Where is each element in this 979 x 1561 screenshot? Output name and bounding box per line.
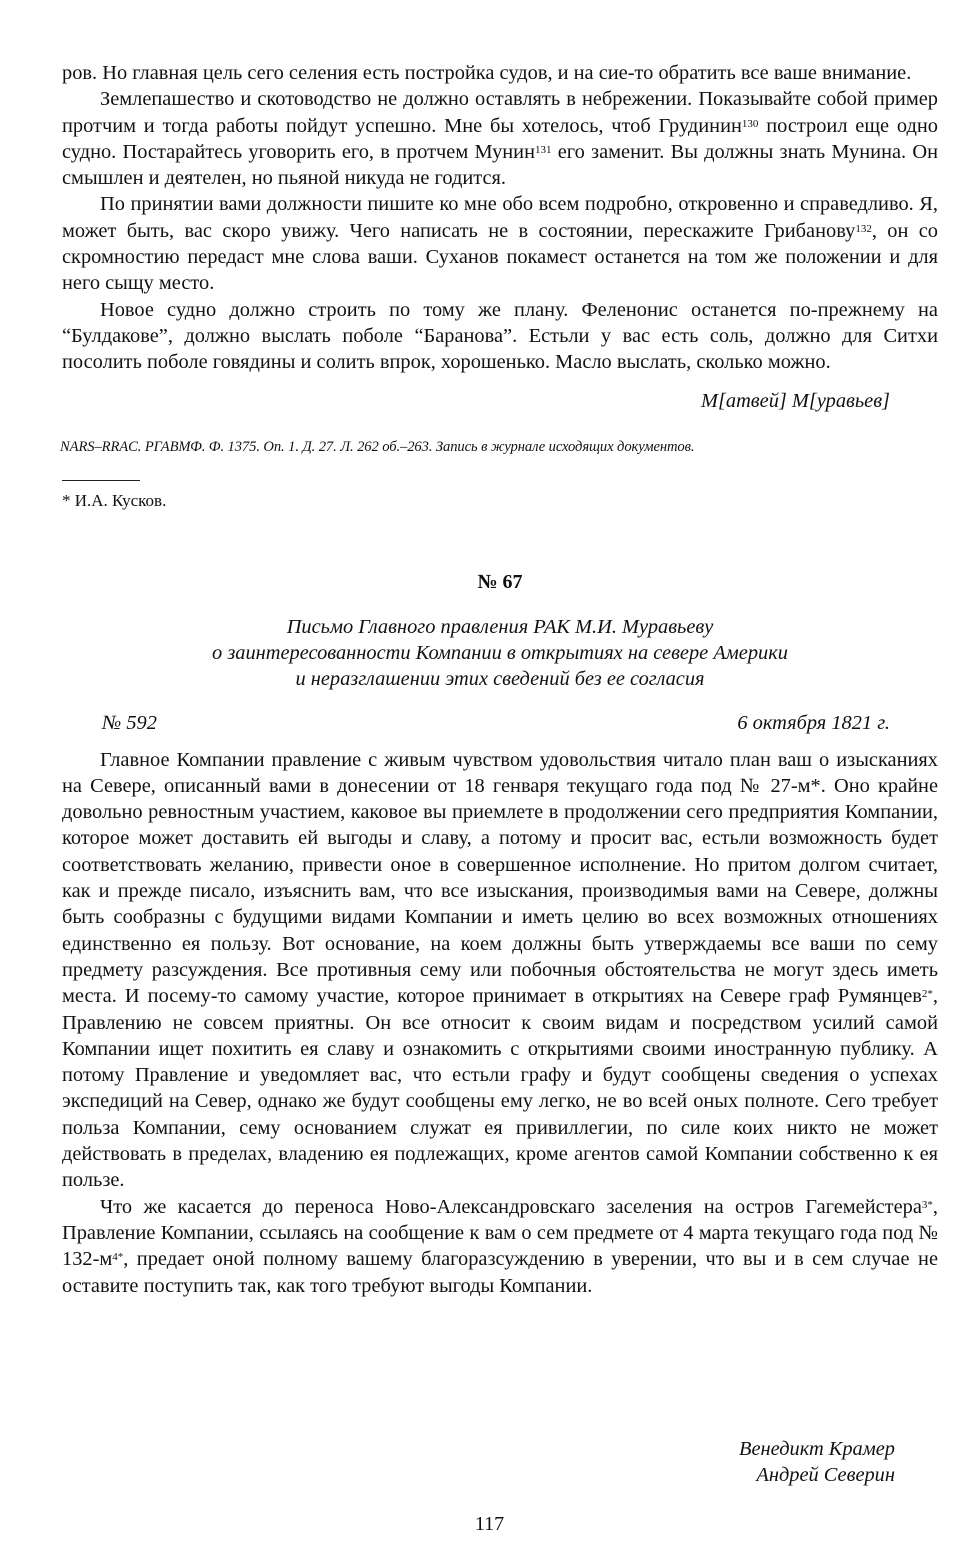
outgoing-number: № 592	[102, 711, 157, 734]
paragraph-doc-2: Что же касается до переноса Ново-Александровскаго заселения на остров Гагемейстера$^{3*}$, Правление Компании, ссылаясь на сообщение к вам о сем предмете от 4 марта текущаго года под № $132-м^{4*}$, предает оной полному вашему благоразсуждению в уверении, что вы и в сем случае не оставите поступить так, как того требуют выгоды Компании.	[62, 1195, 938, 1297]
paragraph-prev-2: Землепашество и скотоводство не должно оставлять в небрежении. Показывайте собой пример протчим и тогда работы пойдут успешно. Мне бы хотелось, чтоб Грудинин$^{130}$ построил еще одно судно. Постарайтесь уговорить его, в протчем Мунин$^{131}$ его заменит. Вы должны знать Мунина. Он смышлен и деятелен, но пьяной никуда не годится.	[62, 88, 938, 190]
footnote: * И.А. Кусков.	[62, 490, 167, 510]
paragraph-prev-4: Новое судно должно строить по тому же плану. Феленонис останется по-прежнему на “Булдакове”, должно выслать поболе “Баранова”. Естьли у вас есть соль, должно для Ситхи посолить поболе говядины и солить впрок, хорошенько. Масло выслать, сколько можно.	[62, 298, 938, 374]
footnote-divider	[62, 480, 140, 481]
page-body	[62, 60, 938, 1299]
document-date: 6 октября 1821 г.	[737, 711, 890, 734]
signers	[0, 1436, 895, 1488]
document-meta	[102, 712, 890, 735]
signer-kramer: Венедикт Крамер	[739, 1438, 895, 1460]
page-number: 117	[474, 1513, 505, 1535]
archival-reference: NARS–RRAC. РГАВМФ. Ф. 1375. Оп. 1. Д. 27. Л. 262 об.–263. Запись в журнале исходящих документов.	[60, 438, 695, 455]
paragraph-prev-3: По принятии вами должности пишите ко мне обо всем подробно, откровенно и справедливо. Я, может быть, вас скоро увижу. Чего написать не в состоянии, перескажите Грибанову$^{132}$, он со скромностию передаст мне слова ваши. Суханов покамест останется на том же положении и для него сыщу место.	[62, 193, 938, 295]
paragraph-doc-1: Главное Компании правление с живым чувством удовольствия читало план ваш о изысканиях на Севере, описанный вами в донесении от 18 генваря текущаго года под № 27-м*. Оно крайне довольно ревностным участием, каковое вы приемлете в продолжении сего предприятия Компании, которое может доставить ей выгоды и славу, а потому и просит вас, естьли возможность будет соответствовать желанию, привести оное в совершенное исполнение. Но притом долгом считает, как и прежде писало, изъяснить вам, что все изыскания, производимыя вами на Севере, должны быть сообразны с будущими видами Компании и иметь целию во всех возможных отношениях единственно ея пользу. Вот основание, на коем должны быть утверждаемы все ваши по сему предмету разсуждения. Все противныя сему или побочныя обстоятельства не могут здесь иметь места. И посему-то самому участие, которое принимает в открытиях на Севере граф Румянцев$^{2*}$, Правлению не совсем приятны. Он все относит к своим видам и посредством усилий самой Компании ищет похитить ея славу и ознакомить с открытиями своими иностранную публику. А потому Правление и уведомляет вас, что естьли графу и будут сообщены сведения о успехах экспедиций на Север, однако же будут сообщены ему легко, не во всей оных полноте. Сего требует польза Компании, сему основанием служат ея привиллегии, по силе коих никто не может действовать в пределах, владению ея подлежащих, кроме агентов самой Компании собственно к ея пользе.	[62, 748, 938, 1192]
footnote-ref: 4*	[112, 1251, 124, 1264]
footnote-ref: 2*	[921, 988, 933, 1001]
footnote-ref: 130	[741, 117, 759, 130]
paragraph-prev-1: ров. Но главная цель сего селения есть постройка судов, и на сие-то обратить все ваше внимание.	[62, 62, 912, 84]
document-title: Письмо Главного правления РАК М.И. Муравьеву о заинтересованности Компании в открытиях на севере Америки и неразглашении этих сведений без ее согласия	[212, 615, 788, 690]
signature-muravyev: М[атвей] М[уравьев]	[700, 389, 890, 412]
document-number: № 67	[477, 570, 523, 593]
signer-severin: Андрей Северин	[756, 1464, 895, 1486]
footnote-ref: 132	[855, 222, 872, 235]
footnote-ref: 131	[535, 143, 552, 156]
footnote-ref: 3*	[921, 1198, 933, 1211]
